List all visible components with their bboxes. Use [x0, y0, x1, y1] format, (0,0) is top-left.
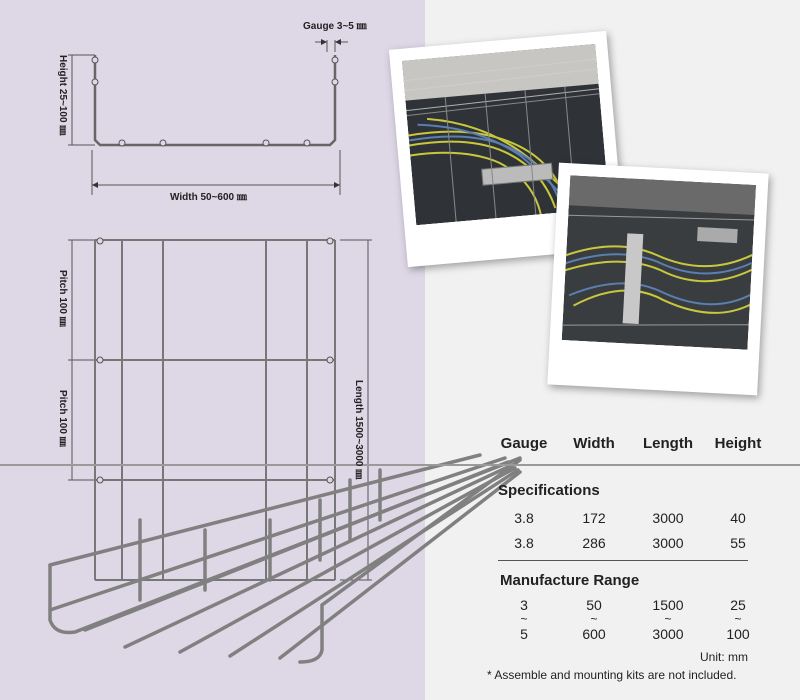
- range-separator: ~: [664, 612, 672, 626]
- header-gauge: Gauge: [500, 434, 548, 452]
- pitch-label-1: Pitch 100 ㎜: [57, 270, 68, 327]
- footnote: * Assemble and mounting kits are not included.: [487, 668, 737, 682]
- spec-cell: 3000: [652, 510, 684, 526]
- spec-cell: 286: [582, 535, 606, 551]
- photo-2-image: [562, 175, 756, 350]
- range-cell: 600: [582, 626, 606, 642]
- range-cell: 1500: [652, 597, 684, 613]
- range-sep-row: [490, 612, 770, 626]
- header-width: Width: [573, 434, 615, 452]
- height-label: Height 25~100 ㎜: [57, 55, 68, 136]
- range-min-row: [490, 597, 770, 613]
- table-divider: [498, 560, 748, 561]
- range-cell: 50: [586, 597, 602, 613]
- manufacture-range-title: Manufacture Range: [500, 572, 640, 589]
- spec-cell: 3000: [652, 535, 684, 551]
- unit-label: Unit: mm: [700, 650, 748, 664]
- range-cell: 5: [520, 626, 528, 642]
- spec-cell: 3.8: [514, 510, 534, 526]
- range-separator: ~: [520, 612, 528, 626]
- specifications-title: Specifications: [498, 482, 600, 499]
- spec-row: [490, 535, 770, 551]
- range-cell: 100: [726, 626, 750, 642]
- range-separator: ~: [590, 612, 598, 626]
- spec-cell: 172: [582, 510, 606, 526]
- length-label: Length 1500~3000 ㎜: [353, 380, 364, 480]
- spec-cell: 40: [730, 510, 746, 526]
- spec-row: [490, 510, 770, 526]
- header-height: Height: [714, 434, 762, 452]
- range-cell: 3: [520, 597, 528, 613]
- pitch-label-2: Pitch 100 ㎜: [57, 390, 68, 447]
- range-separator: ~: [734, 612, 742, 626]
- range-cell: 25: [730, 597, 746, 613]
- range-max-row: [490, 626, 770, 642]
- header-length: Length: [643, 434, 693, 452]
- spec-header: [490, 428, 770, 458]
- cable-tray-photo-2: [547, 163, 768, 396]
- spec-cell: 3.8: [514, 535, 534, 551]
- spec-cell: 55: [730, 535, 746, 551]
- gauge-label: Gauge 3~5 ㎜: [303, 21, 367, 32]
- width-label: Width 50~600 ㎜: [170, 192, 247, 203]
- range-cell: 3000: [652, 626, 684, 642]
